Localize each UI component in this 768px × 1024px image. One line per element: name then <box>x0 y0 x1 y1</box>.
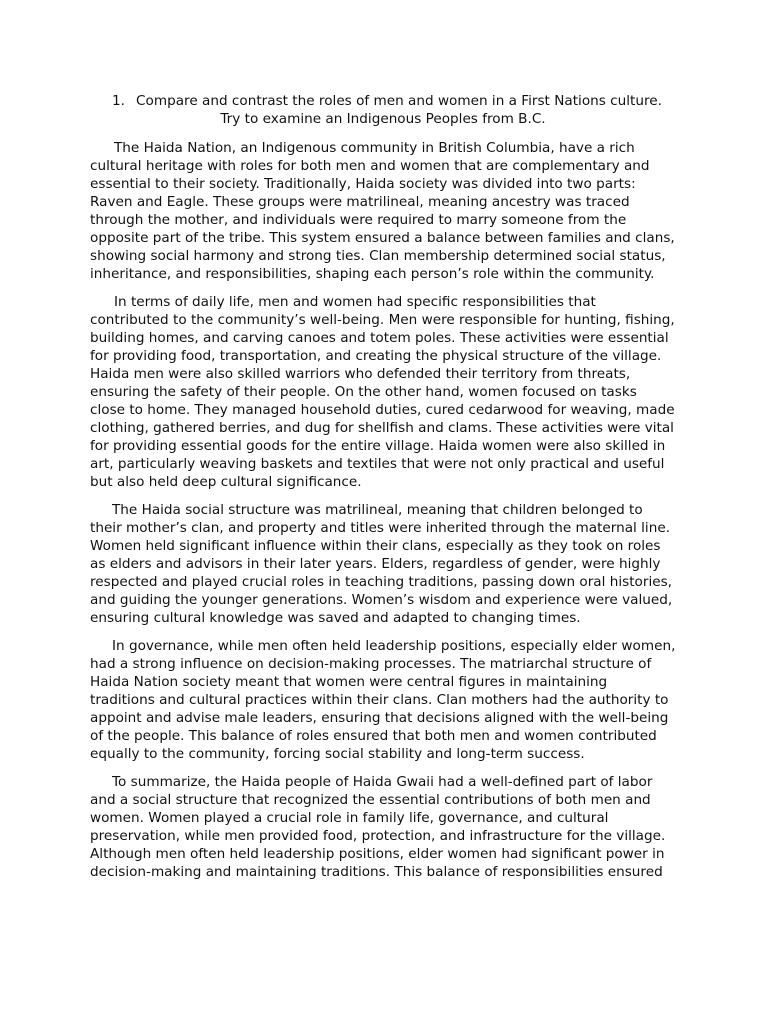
question-line-2: Try to examine an Indigenous Peoples from B.C. <box>220 111 546 127</box>
question-number: 1. <box>112 93 126 109</box>
paragraph-5: To summarize, the Haida people of Haida Gwaii had a well-defined part of labor and a social structure that recognized the essential contributions of both men and women. Women played a crucial role in family life, governance, and cultural preservation, while men provided food, protection, and infrastructure for the village. Although men often held leadership positions, elder women had significant power in decision-making and maintaining traditions. This balance of responsibilities ensured <box>90 774 666 880</box>
question-text-1: Compare and contrast the roles of men and women in a First Nations culture. <box>136 93 662 109</box>
paragraph-1: The Haida Nation, an Indigenous community in British Columbia, have a rich cultural heritage with roles for both men and women that are complementary and essential to their society. Traditionally, Haida society was divided into two parts: Raven and Eagle. These groups were matrilineal, meaning ancestry was traced through the mother, and individuals were required to marry someone from the opposite part of the tribe. This system ensured a balance between families and clans, showing social harmony and strong ties. Clan membership determined social status, inheritance, and responsibilities, shaping each person’s role within the community. <box>90 140 675 282</box>
paragraph-2: In terms of daily life, men and women had specific responsibilities that contributed to the community’s well-being. Men were responsible for hunting, fishing, building homes, and carving canoes and totem poles. These activities were essential for providing food, transportation, and creating the physical structure of the village. Haida men were also skilled warriors who defended their territory from threats, ensuring the safety of their people. On the other hand, women focused on tasks close to home. They managed household duties, cured cedarwood for weaving, made clothing, gathered berries, and dug for shellfish and clams. These activities were vital for providing essential goods for the entire village. Haida women were also skilled in art, particularly weaving baskets and textiles that were not only practical and useful but also held deep cultural significance. <box>90 294 675 490</box>
document-body <box>90 92 676 891</box>
essay-question <box>90 92 676 128</box>
paragraph-3: The Haida social structure was matrilineal, meaning that children belonged to their mother’s clan, and property and titles were inherited through the maternal line. Women held significant influence within their clans, especially as they took on roles as elders and advisors in their later years. Elders, regardless of gender, were highly respected and played crucial roles in teaching traditions, passing down oral histories, and guiding the younger generations. Women’s wisdom and experience were valued, ensuring cultural knowledge was saved and adapted to changing times. <box>90 502 673 626</box>
paragraph-4: In governance, while men often held leadership positions, especially elder women, had a strong influence on decision-making processes. The matriarchal structure of Haida Nation society meant that women were central figures in maintaining traditions and cultural practices within their clans. Clan mothers had the authority to appoint and advise male leaders, ensuring that decisions aligned with the well-being of the people. This balance of roles ensured that both men and women contributed equally to the community, forcing social stability and long-term success. <box>90 638 676 762</box>
question-line-1 <box>90 92 676 110</box>
